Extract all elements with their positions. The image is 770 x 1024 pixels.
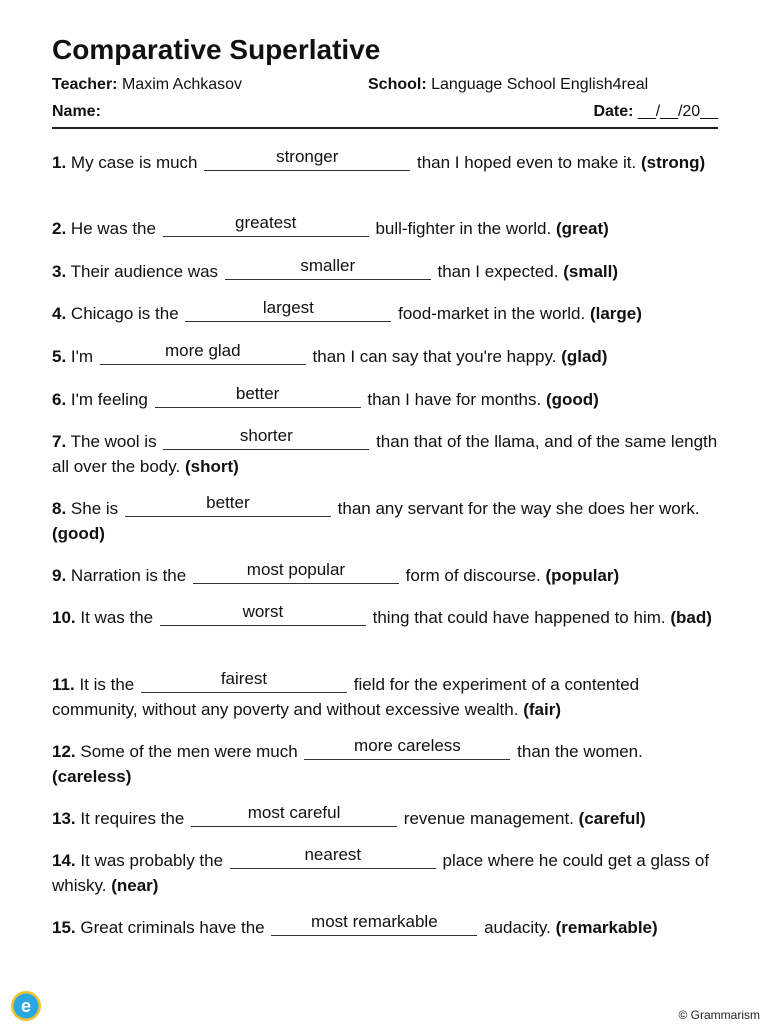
question-hint: (good) bbox=[545, 390, 599, 409]
question-12 bbox=[52, 736, 722, 789]
question-hint: (short) bbox=[184, 457, 239, 476]
name-label: Name: bbox=[52, 103, 101, 120]
question-text-after: than I expected. bbox=[437, 262, 559, 281]
answer-blank bbox=[100, 341, 306, 365]
question-hint: (near) bbox=[111, 876, 159, 895]
header-divider bbox=[52, 127, 718, 129]
question-text-after: than that of the llama, and of the same length all over the body. bbox=[52, 432, 718, 476]
question-6 bbox=[52, 384, 722, 412]
answer-text: shorter bbox=[239, 426, 293, 445]
question-text-before: Some of the men were much bbox=[80, 742, 298, 761]
question-text-after: than I have for months. bbox=[367, 390, 542, 409]
answer-blank bbox=[141, 669, 347, 693]
answer-text: most careful bbox=[247, 803, 341, 822]
question-hint: (bad) bbox=[670, 608, 712, 627]
answer-blank bbox=[163, 213, 369, 237]
answer-text: fairest bbox=[220, 669, 268, 688]
question-number: 7. bbox=[52, 432, 67, 451]
answer-blank bbox=[304, 736, 510, 760]
question-number: 10. bbox=[52, 608, 76, 627]
question-text-after: bull-fighter in the world. bbox=[375, 219, 552, 238]
date-field bbox=[593, 103, 718, 121]
school-field bbox=[368, 76, 648, 94]
answer-text: more glad bbox=[164, 341, 241, 360]
question-number: 5. bbox=[52, 347, 67, 366]
answer-text: more careless bbox=[354, 736, 461, 755]
question-hint: (fair) bbox=[523, 700, 561, 719]
question-hint: (careful) bbox=[578, 809, 646, 828]
teacher-field bbox=[52, 76, 242, 94]
question-text-before: Great criminals have the bbox=[80, 918, 265, 937]
answer-text: most remarkable bbox=[311, 912, 438, 931]
question-number: 13. bbox=[52, 809, 76, 828]
answer-blank bbox=[163, 426, 369, 450]
question-number: 2. bbox=[52, 219, 67, 238]
page-title: Comparative Superlative bbox=[52, 34, 381, 65]
question-text-before: The wool is bbox=[70, 432, 157, 451]
answer-blank bbox=[204, 147, 410, 171]
date-value: __/__/20__ bbox=[637, 103, 718, 120]
answer-text: better bbox=[235, 384, 280, 403]
question-text-before: It was the bbox=[80, 608, 154, 627]
question-hint: (large) bbox=[589, 304, 642, 323]
answer-blank bbox=[271, 912, 477, 936]
question-hint: (popular) bbox=[545, 566, 620, 585]
question-text-before: It was probably the bbox=[80, 851, 224, 870]
question-text-before: I'm bbox=[70, 347, 94, 366]
question-text-after: field for the experiment of a contented community, without any poverty and without excessive wealth. bbox=[52, 675, 640, 719]
answer-text: worst bbox=[242, 602, 284, 621]
question-text-after: revenue management. bbox=[403, 809, 574, 828]
question-text-before: It is the bbox=[79, 675, 135, 694]
question-number: 3. bbox=[52, 262, 67, 281]
question-number: 15. bbox=[52, 918, 76, 937]
question-text-before: Their audience was bbox=[70, 262, 219, 281]
copyright-text: © Grammarism bbox=[678, 1008, 760, 1022]
question-text-after: food-market in the world. bbox=[398, 304, 586, 323]
question-number: 8. bbox=[52, 499, 67, 518]
answer-text: better bbox=[206, 493, 250, 512]
question-text-before: It requires the bbox=[80, 809, 185, 828]
logo-letter: e bbox=[20, 996, 32, 1016]
question-hint: (careless) bbox=[52, 767, 132, 786]
answer-blank bbox=[193, 560, 399, 584]
question-number: 9. bbox=[52, 566, 67, 585]
answer-text: largest bbox=[262, 298, 314, 317]
question-text-before: I'm feeling bbox=[70, 390, 148, 409]
question-text-before: My case is much bbox=[70, 153, 198, 172]
question-text-after: than the women. bbox=[517, 742, 643, 761]
question-hint: (glad) bbox=[561, 347, 608, 366]
question-11 bbox=[52, 669, 722, 722]
answer-blank bbox=[125, 493, 331, 517]
date-label: Date: bbox=[593, 103, 634, 120]
question-text-before: Chicago is the bbox=[70, 304, 179, 323]
question-2 bbox=[52, 213, 722, 241]
question-number: 14. bbox=[52, 851, 76, 870]
school-label: School: bbox=[368, 76, 427, 93]
school-value: Language School English4real bbox=[431, 76, 649, 93]
question-14 bbox=[52, 845, 722, 898]
teacher-label: Teacher: bbox=[52, 76, 118, 93]
question-text-after: form of discourse. bbox=[405, 566, 541, 585]
answer-blank bbox=[225, 256, 431, 280]
question-number: 11. bbox=[52, 675, 75, 694]
question-text-before: He was the bbox=[70, 219, 156, 238]
question-9 bbox=[52, 560, 722, 588]
question-hint: (remarkable) bbox=[555, 918, 658, 937]
question-text-after: audacity. bbox=[484, 918, 551, 937]
answer-blank bbox=[191, 803, 397, 827]
answer-text: nearest bbox=[304, 845, 362, 864]
question-number: 6. bbox=[52, 390, 67, 409]
question-13 bbox=[52, 803, 722, 831]
answer-text: smaller bbox=[300, 256, 356, 275]
grammarism-logo-icon bbox=[10, 990, 42, 1022]
question-number: 1. bbox=[52, 153, 67, 172]
question-text-before: She is bbox=[70, 499, 119, 518]
answer-blank bbox=[160, 602, 366, 626]
name-field bbox=[52, 103, 101, 121]
question-7 bbox=[52, 426, 722, 479]
answer-text: most popular bbox=[246, 560, 346, 579]
teacher-value: Maxim Achkasov bbox=[121, 76, 243, 93]
question-text-after: place where he could get a glass of whisky. bbox=[52, 851, 710, 895]
answer-text: stronger bbox=[276, 147, 339, 166]
question-hint: (strong) bbox=[640, 153, 706, 172]
question-1 bbox=[52, 147, 722, 175]
question-hint: (small) bbox=[563, 262, 619, 281]
question-4 bbox=[52, 298, 722, 326]
question-10 bbox=[52, 602, 722, 630]
question-8 bbox=[52, 493, 722, 546]
question-text-after: than I can say that you're happy. bbox=[312, 347, 557, 366]
question-number: 12. bbox=[52, 742, 76, 761]
answer-blank bbox=[185, 298, 391, 322]
question-number: 4. bbox=[52, 304, 67, 323]
answer-text: greatest bbox=[234, 213, 297, 232]
question-text-after: than any servant for the way she does her work. bbox=[337, 499, 700, 518]
question-15 bbox=[52, 912, 722, 940]
question-5 bbox=[52, 341, 722, 369]
question-text-before: Narration is the bbox=[70, 566, 187, 585]
question-text-after: thing that could have happened to him. bbox=[372, 608, 666, 627]
question-hint: (great) bbox=[555, 219, 609, 238]
answer-blank bbox=[155, 384, 361, 408]
answer-blank bbox=[230, 845, 436, 869]
question-text-after: than I hoped even to make it. bbox=[416, 153, 637, 172]
question-3 bbox=[52, 256, 722, 284]
question-hint: (good) bbox=[52, 524, 105, 543]
